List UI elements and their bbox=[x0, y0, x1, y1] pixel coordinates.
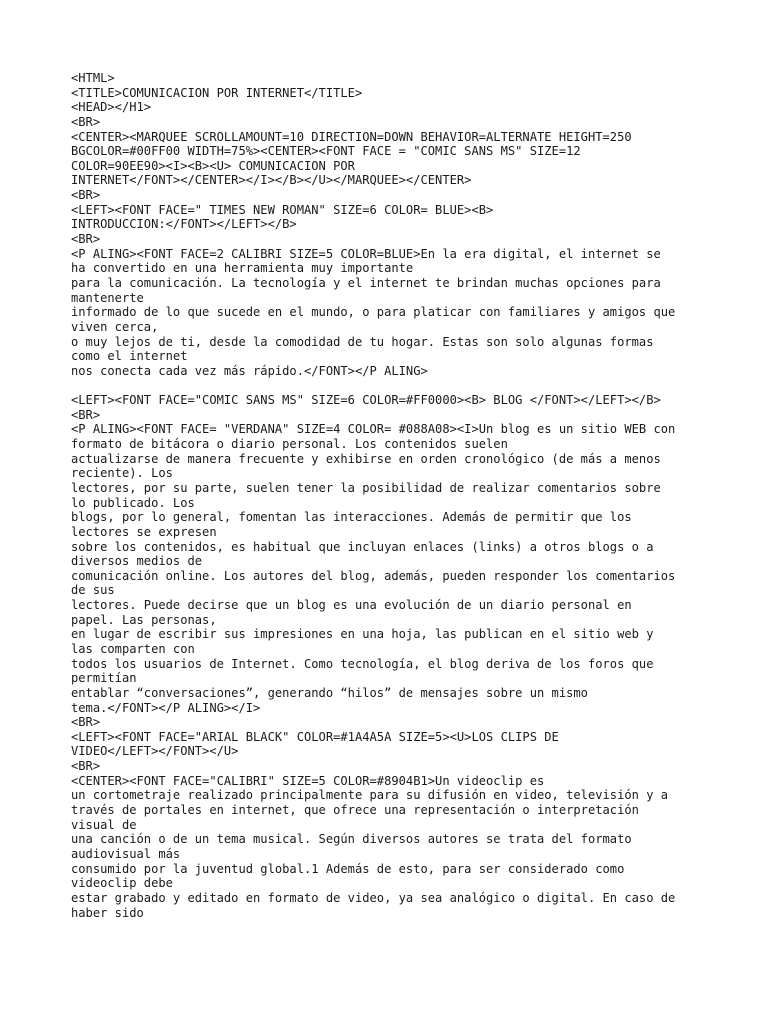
text-line: actualizarse de manera frecuente y exhibirse en orden cronológico (de más a menos bbox=[71, 451, 661, 466]
text-line: como el internet bbox=[71, 349, 188, 364]
text-line: para la comunicación. La tecnología y el internet te brindan muchas opciones para bbox=[71, 275, 661, 290]
text-line: mantenerte bbox=[71, 290, 144, 305]
text-line: <BR> bbox=[71, 715, 101, 730]
text-line: formato de bitácora o diario personal. Los contenidos suelen bbox=[71, 437, 508, 452]
text-line: un cortometraje realizado principalmente para su difusión en video, televisión y a bbox=[71, 788, 669, 803]
text-line: <LEFT><FONT FACE=" TIMES NEW ROMAN" SIZE=6 COLOR= BLUE><B> bbox=[71, 202, 494, 217]
text-line: en lugar de escribir sus impresiones en una hoja, las publican en el sitio web y bbox=[71, 627, 654, 642]
text-line: ha convertido en una herramienta muy importante bbox=[71, 261, 414, 276]
text-line: <BR> bbox=[71, 114, 101, 129]
text-line: nos conecta cada vez más rápido.</FONT></P ALING> bbox=[71, 363, 428, 378]
text-line: <TITLE>COMUNICACION POR INTERNET</TITLE> bbox=[71, 85, 363, 100]
text-line: <BR> bbox=[71, 232, 101, 247]
text-line: VIDEO</LEFT></FONT></U> bbox=[71, 744, 239, 759]
text-line: de sus bbox=[71, 583, 115, 598]
text-line: blogs, por lo general, fomentan las interacciones. Además de permitir que los bbox=[71, 510, 632, 525]
text-line: lectores, por su parte, suelen tener la posibilidad de realizar comentarios sobre bbox=[71, 480, 661, 495]
text-line: audiovisual más bbox=[71, 846, 181, 861]
text-line: <HEAD></H1> bbox=[71, 100, 152, 115]
text-line: <LEFT><FONT FACE="COMIC SANS MS" SIZE=6 COLOR=#FF0000><B> BLOG </FONT></LEFT></B> bbox=[71, 393, 661, 408]
text-line: estar grabado y editado en formato de video, ya sea analógico o digital. En caso de bbox=[71, 890, 676, 905]
text-line: sobre los contenidos, es habitual que incluyan enlaces (links) a otros blogs o a bbox=[71, 539, 654, 554]
text-line: tema.</FONT></P ALING></I> bbox=[71, 700, 261, 715]
text-line: BGCOLOR=#00FF00 WIDTH=75%><CENTER><FONT FACE = "COMIC SANS MS" SIZE=12 bbox=[71, 144, 581, 159]
text-line: lo publicado. Los bbox=[71, 495, 195, 510]
text-line: <CENTER><MARQUEE SCROLLAMOUNT=10 DIRECTION=DOWN BEHAVIOR=ALTERNATE HEIGHT=250 bbox=[71, 129, 632, 144]
html-source-text bbox=[71, 71, 711, 920]
text-line: <BR> bbox=[71, 407, 101, 422]
text-line: INTRODUCCION:</FONT></LEFT></B> bbox=[71, 217, 297, 232]
text-line: <BR> bbox=[71, 759, 101, 774]
text-line: <P ALING><FONT FACE=2 CALIBRI SIZE=5 COLOR=BLUE>En la era digital, el internet se bbox=[71, 246, 661, 261]
text-line: todos los usuarios de Internet. Como tecnología, el blog deriva de los foros que bbox=[71, 656, 654, 671]
text-line: una canción o de un tema musical. Según diversos autores se trata del formato bbox=[71, 832, 632, 847]
text-line: <P ALING><FONT FACE= "VERDANA" SIZE=4 COLOR= #088A08><I>Un blog es un sitio WEB con bbox=[71, 422, 676, 437]
text-line: través de portales en internet, que ofrece una representación o interpretación bbox=[71, 803, 639, 818]
text-line: COLOR=90EE90><I><B><U> COMUNICACION POR bbox=[71, 158, 355, 173]
text-line: <BR> bbox=[71, 188, 101, 203]
text-line: las comparten con bbox=[71, 641, 195, 656]
text-line: lectores se expresen bbox=[71, 524, 217, 539]
text-line: permitían bbox=[71, 671, 137, 686]
text-line: papel. Las personas, bbox=[71, 612, 217, 627]
text-line: <LEFT><FONT FACE="ARIAL BLACK" COLOR=#1A4A5A SIZE=5><U>LOS CLIPS DE bbox=[71, 729, 559, 744]
text-line: viven cerca, bbox=[71, 319, 159, 334]
blank-line bbox=[71, 378, 711, 393]
text-line: lectores. Puede decirse que un blog es una evolución de un diario personal en bbox=[71, 598, 632, 613]
text-line: informado de lo que sucede en el mundo, o para platicar con familiares y amigos que bbox=[71, 305, 676, 320]
text-line: comunicación online. Los autores del blog, además, pueden responder los comentarios bbox=[71, 568, 676, 583]
text-line: diversos medios de bbox=[71, 554, 203, 569]
text-line: haber sido bbox=[71, 905, 144, 920]
text-line: <CENTER><FONT FACE="CALIBRI" SIZE=5 COLOR=#8904B1>Un videoclip es bbox=[71, 773, 545, 788]
text-line: <HTML> bbox=[71, 71, 115, 85]
text-line: INTERNET</FONT></CENTER></I></B></U></MARQUEE></CENTER> bbox=[71, 173, 472, 188]
text-line: o muy lejos de ti, desde la comodidad de tu hogar. Estas son solo algunas formas bbox=[71, 334, 654, 349]
text-line: visual de bbox=[71, 817, 137, 832]
text-line: consumido por la juventud global.1 Además de esto, para ser considerado como bbox=[71, 861, 625, 876]
text-line: reciente). Los bbox=[71, 466, 173, 481]
text-line: videoclip debe bbox=[71, 876, 173, 891]
text-line: entablar “conversaciones”, generando “hilos” de mensajes sobre un mismo bbox=[71, 685, 588, 700]
